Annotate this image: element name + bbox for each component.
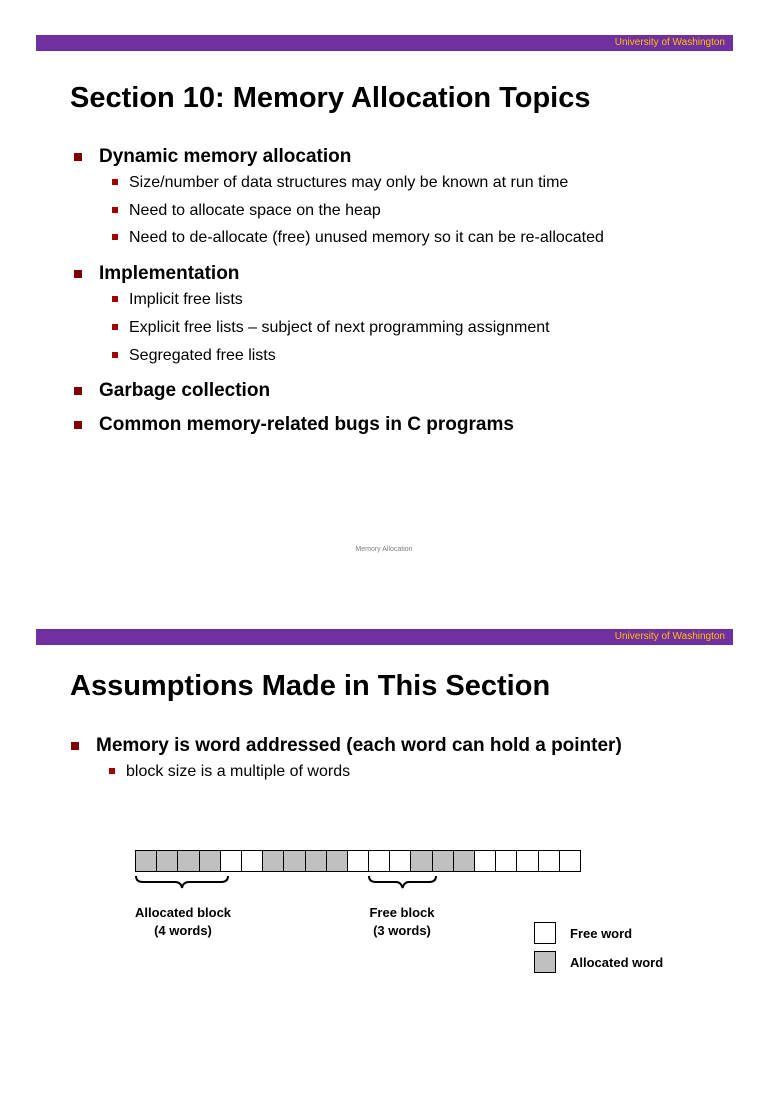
sub-bullet-text: Explicit free lists – subject of next programming assignment xyxy=(129,319,550,336)
allocated-block-label xyxy=(122,904,244,940)
allocated-word-cell xyxy=(305,850,327,872)
free-word-cell xyxy=(474,850,496,872)
allocated-block-label-line1: Allocated block xyxy=(134,905,232,920)
sub-bullet-item xyxy=(72,202,604,229)
sub-bullet-item xyxy=(72,291,604,319)
bullet-marker-icon xyxy=(74,387,82,395)
allocated-word-cell xyxy=(432,850,454,872)
sub-bullet-text: Need to allocate space on the heap xyxy=(129,202,381,219)
free-block-brace-icon xyxy=(368,875,437,893)
sub-bullet-item xyxy=(72,174,604,202)
university-name: University of Washington xyxy=(614,631,725,642)
allocated-word-cell xyxy=(326,850,348,872)
allocated-word-cell xyxy=(135,850,157,872)
sub-bullet-item xyxy=(72,319,604,347)
free-word-cell xyxy=(538,850,560,872)
bullet-marker-icon xyxy=(74,153,82,161)
bullet-item xyxy=(69,735,622,763)
bullet-marker-icon xyxy=(74,421,82,429)
sub-bullet-marker-icon xyxy=(112,179,118,185)
allocated-word-cell xyxy=(199,850,221,872)
bullet-text: Memory is word addressed (each word can hold a pointer) xyxy=(96,735,622,756)
sub-bullet-marker-icon xyxy=(112,352,118,358)
free-block-label-line2: (3 words) xyxy=(373,923,431,938)
sub-bullet-marker-icon xyxy=(112,234,118,240)
bullet-text: Garbage collection xyxy=(99,380,271,401)
free-block-label-line1: Free block xyxy=(369,905,435,920)
bullet-item xyxy=(72,263,604,291)
allocated-word-cell xyxy=(283,850,305,872)
free-word-cell xyxy=(241,850,263,872)
bullet-list xyxy=(69,735,622,791)
legend-allocated-swatch xyxy=(534,951,556,973)
legend-allocated-label: Allocated word xyxy=(570,955,664,970)
free-block-label xyxy=(352,904,452,940)
legend-free-label: Free word xyxy=(570,926,633,941)
memory-word-row xyxy=(135,850,580,872)
sub-bullet-marker-icon xyxy=(109,768,115,774)
sub-bullet-text: Need to de-allocate (free) unused memory so it can be re-allocated xyxy=(129,229,604,246)
bullet-item xyxy=(72,380,604,414)
slide-title: Section 10: Memory Allocation Topics xyxy=(70,82,591,114)
sub-bullet-item xyxy=(69,763,622,791)
bullet-item xyxy=(72,414,604,442)
free-word-cell xyxy=(559,850,581,872)
header-bar xyxy=(36,629,733,645)
university-name: University of Washington xyxy=(614,37,725,48)
slide-footer: Memory Allocation xyxy=(355,546,413,553)
sub-bullet-text: block size is a multiple of words xyxy=(126,763,351,780)
sub-bullet-item xyxy=(72,229,604,263)
sub-bullet-text: Segregated free lists xyxy=(129,347,276,364)
free-word-cell xyxy=(368,850,390,872)
bullet-item xyxy=(72,146,604,174)
header-bar xyxy=(36,35,733,51)
allocated-word-cell xyxy=(262,850,284,872)
allocated-word-cell xyxy=(177,850,199,872)
bullet-marker-icon xyxy=(71,742,79,750)
sub-bullet-marker-icon xyxy=(112,324,118,330)
free-word-cell xyxy=(389,850,411,872)
bullet-text: Dynamic memory allocation xyxy=(99,146,352,167)
bullet-text: Implementation xyxy=(99,263,240,284)
sub-bullet-marker-icon xyxy=(112,296,118,302)
sub-bullet-text: Implicit free lists xyxy=(129,291,243,308)
allocated-block-label-line2: (4 words) xyxy=(154,923,212,938)
allocated-word-cell xyxy=(156,850,178,872)
bullet-list xyxy=(72,146,604,442)
slide-assumptions xyxy=(0,593,768,1105)
allocated-word-cell xyxy=(410,850,432,872)
free-word-cell xyxy=(516,850,538,872)
allocated-block-brace-icon xyxy=(135,875,229,893)
slide-title: Assumptions Made in This Section xyxy=(70,670,551,702)
free-word-cell xyxy=(220,850,242,872)
sub-bullet-item xyxy=(72,347,604,380)
sub-bullet-text: Size/number of data structures may only be known at run time xyxy=(129,174,569,191)
bullet-marker-icon xyxy=(74,270,82,278)
legend-free-swatch xyxy=(534,922,556,944)
bullet-text: Common memory-related bugs in C programs xyxy=(99,414,514,435)
free-word-cell xyxy=(347,850,369,872)
allocated-word-cell xyxy=(453,850,475,872)
sub-bullet-marker-icon xyxy=(112,207,118,213)
free-word-cell xyxy=(495,850,517,872)
